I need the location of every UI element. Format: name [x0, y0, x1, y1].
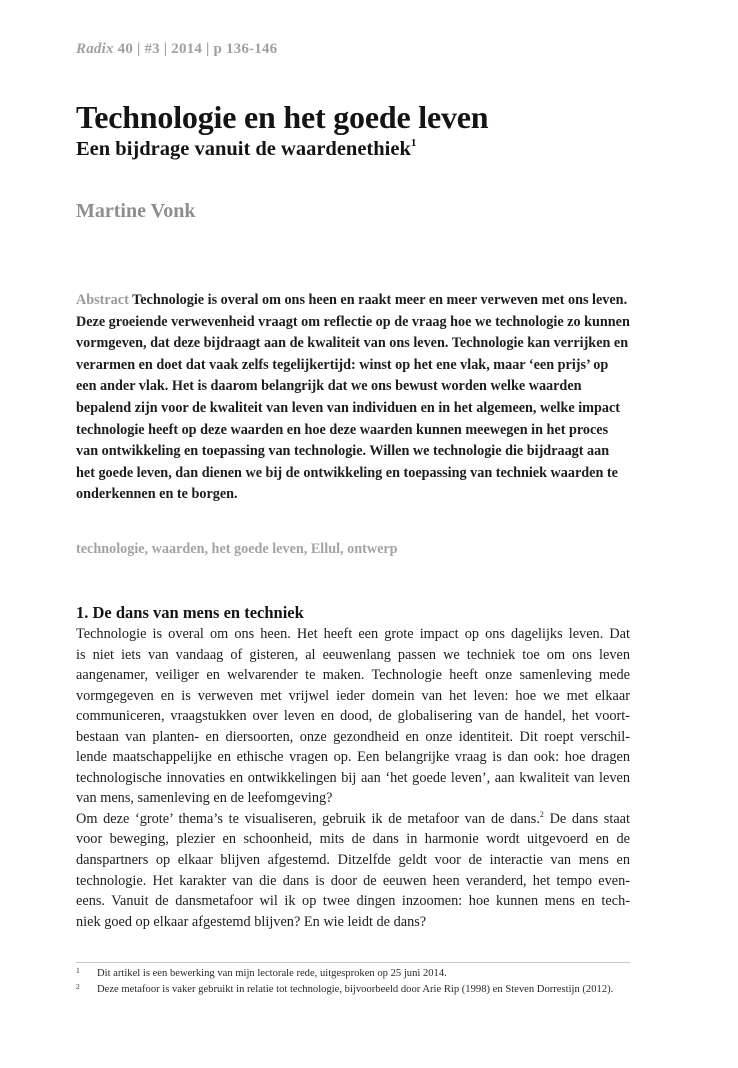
journal-citation [76, 41, 277, 58]
text-line [76, 809, 630, 830]
text-fragment: De dans staat [543, 810, 630, 827]
abstract-text: Technologie is overal om ons heen en raakt meer en meer verweven met ons leven. Deze groeiende verwevenheid vraagt om reflectie op de vraag hoe we technologie zo kunnen vormgeven, dat deze bijdraagt aan de kwaliteit van ons leven. Technologie kan verrijken en verarmen en doet dat vaak zelfs tegelijkertijd: winst op het ene vlak, maar ‘een prijs’ op een ander vlak. Het is daarom belangrijk dat we ons bewust worden welke waarden bepalend zijn voor de kwaliteit van leven van individuen en in het algemeen, welke impact technologie heeft op deze waarden en hoe deze waarden kunnen meewegen in het proces van ontwikkeling en toepassing van technologie. Willen we technologie die bijdraagt aan het goede leven, dan dienen we bij de ontwikkeling en toepassing van techniek waarden te onderkennen en te borgen. [76, 292, 630, 503]
text-line: Technologie is overal om ons heen. Het heeft een grote impact op ons dagelijks leven. Dat [76, 626, 630, 642]
abstract-label: Abstract [76, 292, 129, 308]
text-line: technologische innovaties en ontwikkelingen bij aan ‘het goede leven’, aan kwaliteit van leven [76, 769, 630, 786]
footnotes [76, 966, 630, 997]
footnote-ref-2[interactable]: 2 [539, 809, 544, 819]
text-line: niek goed op elkaar afgestemd blijven? En wie leidt de dans? [76, 913, 427, 930]
section-heading: 1. De dans van mens en techniek [76, 603, 304, 622]
article-title: Technologie en het goede leven [76, 99, 489, 135]
text-line: aangenamer, veiliger en welvarender te maken. Technologie heeft onze samenleving mede [76, 667, 630, 684]
footnote-text: Dit artikel is een bewerking van mijn lectorale rede, uitgesproken op 25 juni 2014. [97, 968, 447, 979]
text-line: van mens, samenleving en de leefomgeving? [76, 790, 333, 807]
text-line: vormgegeven en is verweven met vrijwel ieder domein van het leven: hoe we met elkaar [76, 687, 630, 704]
text-line: technologie. Het karakter van die dans is door de eeuwen heen veranderd, het tempo even- [76, 872, 630, 889]
issue-info: 40 | #3 | 2014 | p 136-146 [113, 41, 278, 57]
author-name: Martine Vonk [76, 200, 196, 222]
footnote-text: Deze metafoor is vaker gebruikt in relatie tot technologie, bijvoorbeeld door Arie Rip (1998) en Steven Dorrestijn (2012). [97, 983, 614, 995]
journal-name: Radix [76, 41, 114, 57]
footnote-2 [76, 982, 630, 998]
footnote-number: 1 [76, 966, 80, 975]
footnote-number: 2 [76, 981, 80, 991]
subtitle-text: Een bijdrage vanuit de waardenethiek [76, 138, 411, 160]
text-line: lende maatschappelijke en ethische vragen op. Een belangrijke vraag is dan ook: hoe dragen [76, 749, 630, 766]
footnote-ref-1[interactable]: 1 [410, 137, 417, 149]
keywords: technologie, waarden, het goede leven, Ellul, ontwerp [76, 541, 398, 557]
text-line: communiceren, vraagstukken over leven en dood, de globalisering van de handel, het voort- [76, 708, 630, 725]
footnote-1 [76, 966, 630, 982]
section-body [76, 624, 630, 932]
footnote-divider [76, 962, 630, 963]
text-line: voor beweging, plezier en schoonheid, mits de dans in harmonie wordt uitgevoerd en de [76, 831, 630, 848]
text-line: is niet iets van vandaag of gisteren, al eeuwenlang passen we techniek toe om ons leven [76, 646, 630, 663]
text-line: danspartners op elkaar blijven afgestemd. Ditzelfde geldt voor de interactie van mens en [76, 852, 630, 869]
paragraph-2 [76, 809, 630, 932]
text-line: bestaan van planten- en diersoorten, onze gezondheid en onze identiteit. Dit roept verschil- [76, 728, 630, 745]
text-line: eens. Vanuit de dansmetafoor wil ik op twee dingen inzoomen: hoe kunnen mens en tech- [76, 893, 630, 910]
paragraph-1 [76, 624, 630, 809]
text-fragment: Om deze ‘grote’ thema’s te visualiseren, gebruik ik de metafoor van de dans. [76, 810, 540, 827]
article-subtitle [76, 138, 416, 161]
abstract [76, 290, 630, 506]
